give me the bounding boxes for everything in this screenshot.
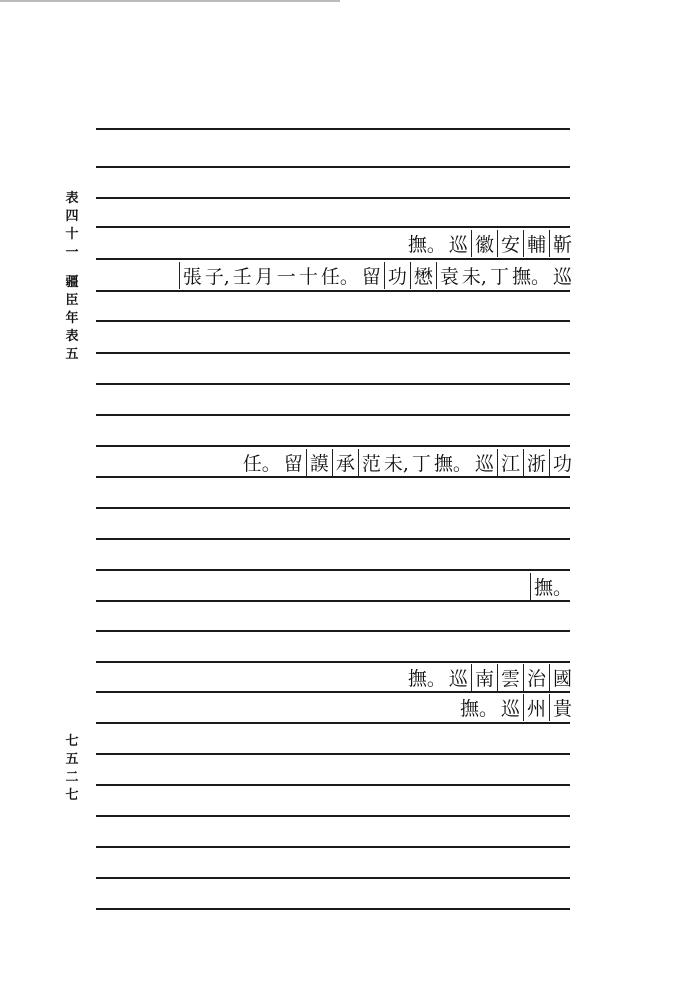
cell-char: 月 bbox=[254, 265, 274, 288]
cell-char: 江 bbox=[497, 449, 520, 476]
ruled-line bbox=[96, 753, 570, 755]
page-number-char: 二 bbox=[65, 770, 79, 785]
ruled-line bbox=[96, 320, 570, 322]
cell-char: 巡 bbox=[474, 452, 494, 475]
ruled-line bbox=[96, 600, 570, 602]
table-row bbox=[405, 662, 572, 692]
margin-title-char: 五 bbox=[65, 347, 79, 362]
cell-char: 十 bbox=[298, 265, 318, 288]
cell-char: 州 bbox=[523, 694, 546, 721]
table-row bbox=[527, 571, 572, 601]
cell-char: 巡 bbox=[552, 265, 572, 288]
cell-char: 靳 bbox=[549, 230, 572, 257]
table-row bbox=[405, 228, 572, 258]
margin-title-char: 年 bbox=[65, 311, 79, 326]
cell-char: 謨 bbox=[306, 449, 329, 476]
cell-char: 浙 bbox=[523, 449, 546, 476]
cell-char: 巡 bbox=[500, 697, 520, 720]
ruled-line bbox=[96, 538, 570, 540]
cell-char: 任。 bbox=[320, 265, 359, 288]
cell-char: 張 bbox=[179, 262, 202, 289]
margin-title-char: 表 bbox=[65, 329, 79, 344]
cell-char: 徽 bbox=[471, 230, 494, 257]
margin-title-char: 表 bbox=[65, 191, 79, 206]
cell-char: 撫。 bbox=[459, 697, 498, 720]
cell-char: 撫。 bbox=[407, 233, 446, 256]
margin-title-char: 一 bbox=[65, 245, 79, 260]
cell-char: 丁 bbox=[489, 265, 509, 288]
margin-title-char: 臣 bbox=[65, 293, 79, 308]
page-number bbox=[62, 733, 82, 805]
cell-char: 懋 bbox=[410, 262, 433, 289]
ruled-line bbox=[96, 630, 570, 632]
cell-char: 留 bbox=[361, 265, 381, 288]
page-number-char: 五 bbox=[65, 752, 79, 767]
ruled-line bbox=[96, 722, 570, 724]
ruled-line bbox=[96, 383, 570, 385]
margin-title-char: 四 bbox=[65, 209, 79, 224]
table-row bbox=[240, 447, 572, 477]
ruled-line bbox=[96, 290, 570, 292]
table-row bbox=[176, 260, 572, 290]
margin-title-char: 疆 bbox=[65, 275, 79, 290]
ruled-line bbox=[96, 166, 570, 168]
cell-char: 輔 bbox=[523, 230, 546, 257]
page-number-char: 七 bbox=[65, 734, 79, 749]
ruled-line bbox=[96, 128, 570, 130]
cell-char: 子, bbox=[204, 265, 230, 288]
top-edge-rule bbox=[0, 0, 340, 2]
cell-char: 壬 bbox=[232, 265, 252, 288]
table-row bbox=[457, 692, 572, 722]
cell-char: 安 bbox=[497, 230, 520, 257]
margin-title-char: 十 bbox=[65, 227, 79, 242]
cell-char: 任。 bbox=[242, 452, 281, 475]
ruled-line bbox=[96, 197, 570, 199]
cell-char: 巡 bbox=[448, 667, 468, 690]
cell-char: 巡 bbox=[448, 233, 468, 256]
cell-char: 留 bbox=[283, 452, 303, 475]
margin-title bbox=[62, 190, 82, 364]
cell-char: 南 bbox=[471, 664, 494, 691]
cell-char: 雲 bbox=[497, 664, 520, 691]
cell-char: 未, bbox=[461, 265, 487, 288]
ruled-line bbox=[96, 908, 570, 910]
cell-char: 承 bbox=[332, 449, 355, 476]
cell-char: 撫。 bbox=[407, 667, 446, 690]
cell-char: 撫。 bbox=[530, 573, 572, 600]
cell-char: 范 bbox=[358, 449, 381, 476]
cell-char: 貴 bbox=[549, 694, 572, 721]
cell-char: 國 bbox=[549, 664, 572, 691]
cell-char: 撫。 bbox=[433, 452, 472, 475]
cell-char: 功 bbox=[384, 262, 407, 289]
cell-char: 功 bbox=[549, 449, 572, 476]
ruled-line bbox=[96, 815, 570, 817]
ruled-line bbox=[96, 352, 570, 354]
ruled-line bbox=[96, 507, 570, 509]
cell-char: 未, bbox=[383, 452, 409, 475]
cell-char: 袁 bbox=[436, 262, 459, 289]
cell-char: 治 bbox=[523, 664, 546, 691]
ruled-line bbox=[96, 414, 570, 416]
cell-char: 撫。 bbox=[511, 265, 550, 288]
page-number-char: 七 bbox=[65, 788, 79, 803]
ruled-line bbox=[96, 569, 570, 571]
ruled-line bbox=[96, 846, 570, 848]
ruled-line bbox=[96, 784, 570, 786]
ruled-line bbox=[96, 877, 570, 879]
cell-char: 一 bbox=[276, 265, 296, 288]
cell-char: 丁 bbox=[411, 452, 431, 475]
